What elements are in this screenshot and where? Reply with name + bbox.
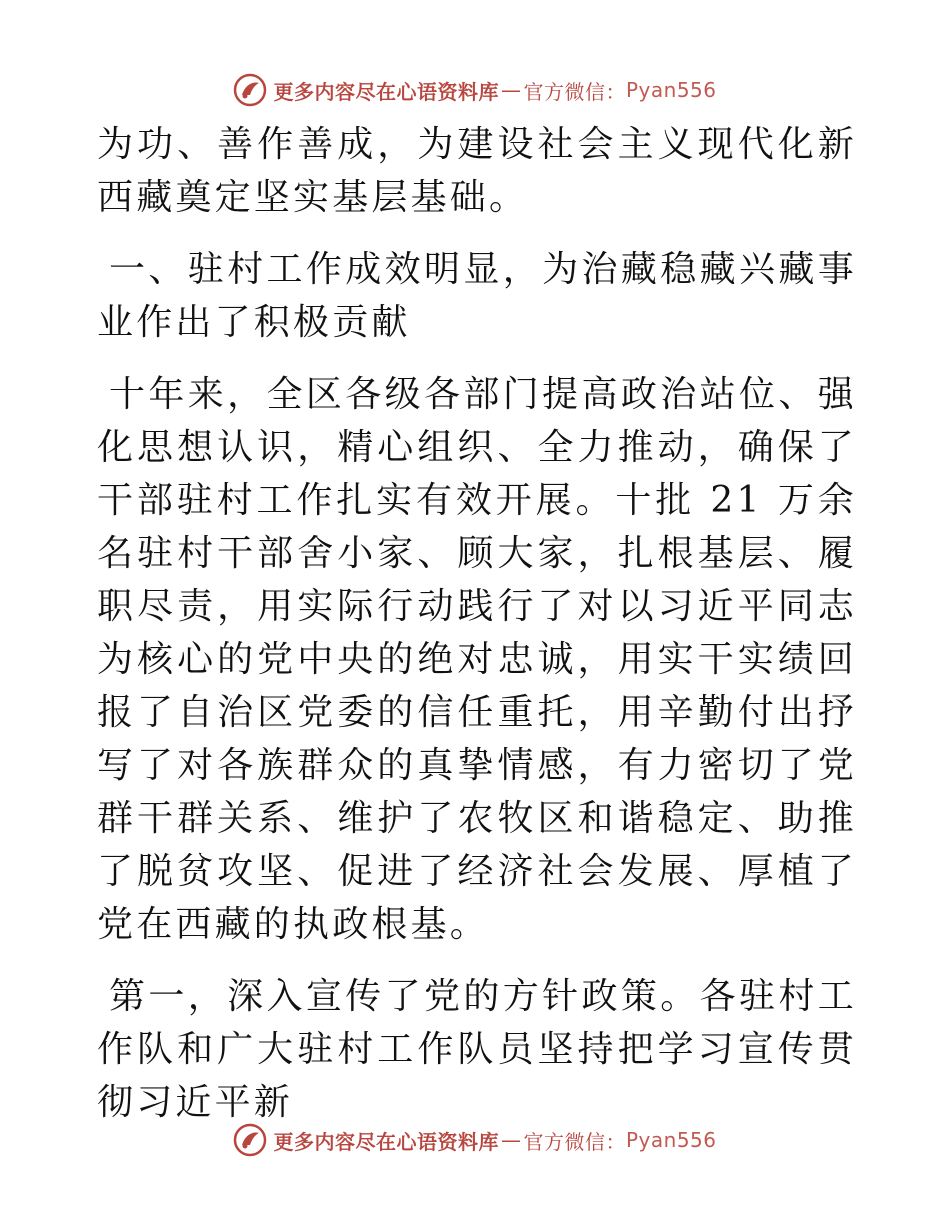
- paragraph-first-point: 第一，深入宣传了党的方针政策。各驻村工作队和广大驻村工作队员坚持把学习宣传贯彻习近平新: [97, 976, 857, 1123]
- watermark-official-label: 官方微信：: [523, 1129, 626, 1154]
- watermark-wechat-id: Pyan556: [625, 78, 717, 102]
- watermark-wechat-id: Pyan556: [625, 1128, 717, 1152]
- header-watermark: [0, 70, 950, 110]
- paragraph-ten-years: 十年来，全区各级各部门提高政治站位、强化思想认识，精心组织、全力推动，确保了干部驻村工作扎实有效开展。十批 21 万余名驻村干部舍小家、顾大家，扎根基层、履职尽责，用实际行动践行了对以习近平同志为核心的党中央的绝对忠诚，用实干实绩回报了自治区党委的信任重托，用辛勤付出抒写了对各族群众的真挚情感，有力密切了党群干群关系、维护了农牧区和谐稳定、助推了脱贫攻坚、促进了经济社会发展、厚植了党在西藏的执政根基。: [97, 374, 857, 945]
- watermark-official-label: 官方微信：: [523, 79, 626, 104]
- section-heading: 一、驻村工作成效明显，为治藏稳藏兴藏事业作出了积极贡献: [97, 249, 857, 343]
- library-logo-icon: [233, 1123, 267, 1157]
- watermark-main-text: 更多内容尽在心语资料库: [273, 1129, 499, 1154]
- paragraph-continuation: 为功、善作善成，为建设社会主义现代化新西藏奠定坚实基层基础。: [97, 124, 857, 218]
- watermark-separator: —: [500, 1128, 522, 1152]
- footer-watermark: [0, 1120, 950, 1160]
- watermark-main-text: 更多内容尽在心语资料库: [273, 79, 499, 104]
- watermark-separator: —: [500, 78, 522, 102]
- library-logo-icon: [233, 73, 267, 107]
- document-body: [97, 118, 857, 1148]
